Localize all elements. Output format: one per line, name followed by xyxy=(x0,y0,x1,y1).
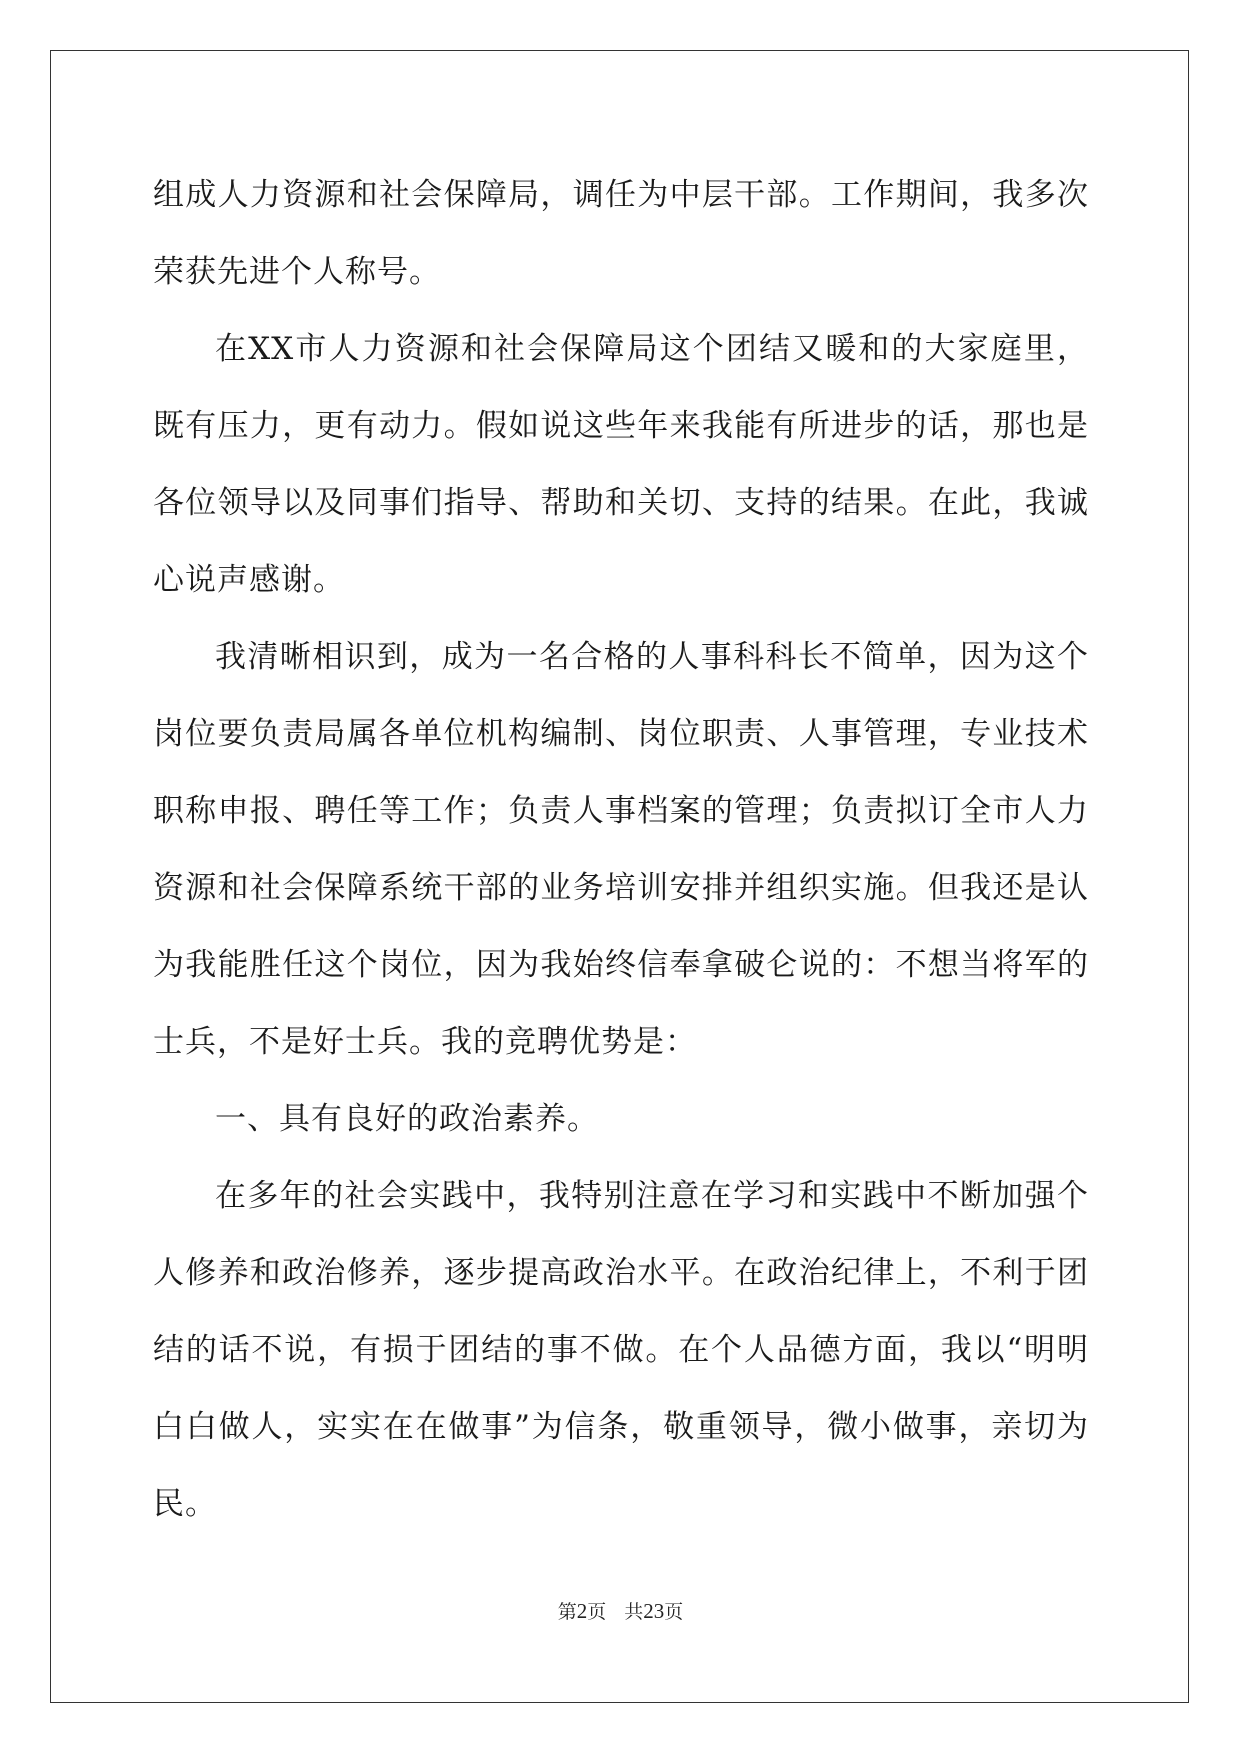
footer-total-prefix: 共 xyxy=(624,1601,644,1623)
footer-prefix: 第 xyxy=(557,1601,577,1623)
page-footer xyxy=(0,1597,1241,1624)
paragraph-4-heading: 一、具有良好的政治素养。 xyxy=(215,1101,599,1137)
paragraph-3: 我清晰相识到，成为一名合格的人事科科长不简单，因为这个岗位要负责局属各单位机构编制、岗位职责、人事管理，专业技术职称申报、聘任等工作；负责人事档案的管理；负责拟订全市人力资源和社会保障系统干部的业务培训安排并组织实施。但我还是认为我能胜任这个岗位，因为我始终信奉拿破仑说的：不想当将军的士兵，不是好士兵。我的竞聘优势是： xyxy=(153,639,1089,1060)
footer-page-unit: 页 xyxy=(587,1601,607,1623)
paragraph-2: 在XX市人力资源和社会保障局这个团结又暖和的大家庭里，既有压力，更有动力。假如说这些年来我能有所进步的话，那也是各位领导以及同事们指导、帮助和关切、支持的结果。在此，我诚心说声感谢。 xyxy=(153,331,1089,598)
total-page-count: 23 xyxy=(643,1599,665,1623)
footer-total-unit: 页 xyxy=(664,1601,684,1623)
paragraph-5: 在多年的社会实践中，我特别注意在学习和实践中不断加强个人修养和政治修养，逐步提高政治水平。在政治纪律上，不利于团结的话不说，有损于团结的事不做。在个人品德方面，我以“明明白白做人，实实在在做事”为信条，敬重领导，微小做事，亲切为民。 xyxy=(153,1178,1089,1522)
current-page-number: 2 xyxy=(576,1599,588,1623)
paragraph-1: 组成人力资源和社会保障局，调任为中层干部。工作期间，我多次荣获先进个人称号。 xyxy=(153,177,1089,290)
document-body xyxy=(153,157,1089,1543)
